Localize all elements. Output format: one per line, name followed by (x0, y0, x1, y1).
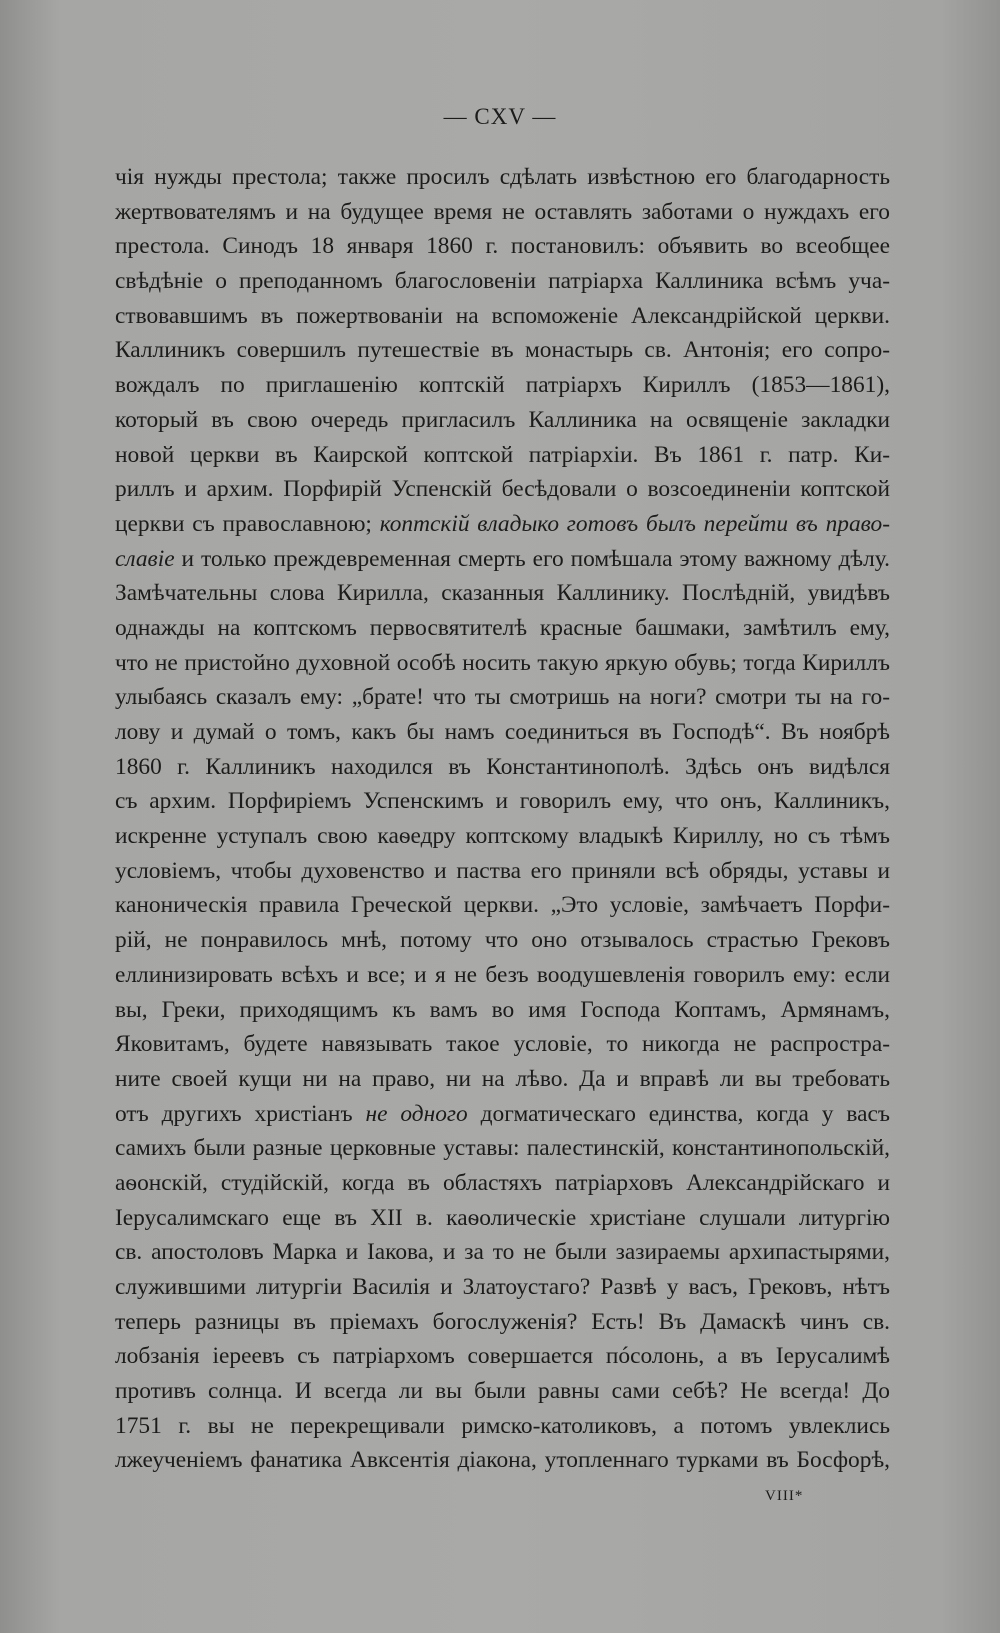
text-segment: теперь разницы въ пріемахъ богослуженія? Есть! Въ Дамаскѣ чинъ св. (115, 1308, 890, 1335)
text-line (115, 299, 890, 334)
text-segment: Замѣчательны слова Кирилла, сказанныя Каллинику. Послѣдній, увидѣвъ (115, 580, 890, 607)
text-segment: Каллиникъ совершилъ путешествіе въ монастырь св. Антонія; его сопро- (115, 337, 890, 364)
text-line (115, 1235, 890, 1270)
text-line (115, 195, 890, 230)
text-line (115, 507, 890, 542)
text-line (115, 958, 890, 993)
text-segment: Іерусалимскаго еще въ XII в. каѳолическіе христіане слушали литургію (115, 1204, 890, 1231)
text-segment: однажды на коптскомъ первосвятителѣ красные башмаки, замѣтилъ ему, (115, 614, 890, 641)
text-segment: вы, Греки, приходящимъ къ вамъ во имя Господа Коптамъ, Армянамъ, (115, 996, 890, 1023)
text-line (115, 784, 890, 819)
text-segment: 1860 г. Каллиникъ находился въ Константинополѣ. Здѣсь онъ видѣлся (115, 753, 890, 780)
text-line (115, 1131, 890, 1166)
text-line (115, 333, 890, 368)
text-segment: св. апостоловъ Марка и Іакова, и за то не были зазираемы архипастырями, (115, 1239, 890, 1266)
text-line (115, 1097, 890, 1132)
text-segment: чія нужды престола; также просилъ сдѣлать извѣстною его благодарность (115, 164, 890, 190)
text-segment: съ архим. Порфиріемъ Успенскимъ и говорилъ ему, что онъ, Каллиникъ, (115, 788, 890, 815)
text-line (115, 160, 890, 195)
text-segment: вождалъ по приглашенію коптскій патріархъ Кириллъ (1853—1861), (115, 372, 890, 399)
text-segment: свѣдѣніе о преподанномъ благословеніи патріарха Каллиника всѣмъ уча- (115, 268, 890, 295)
text-line (115, 1409, 890, 1444)
text-segment: лжеученіемъ фанатика Авксентія діакона, утопленнаго турками въ Босфорѣ, (115, 1447, 890, 1474)
italic-segment: славіе (115, 545, 175, 572)
text-line (115, 472, 890, 507)
text-line (115, 888, 890, 923)
body-text (115, 160, 890, 1478)
text-line (115, 229, 890, 264)
text-segment: жертвователямъ и на будущее время не оставлять заботами о нуждахъ его (115, 198, 890, 225)
text-segment: престола. Синодъ 18 января 1860 г. постановилъ: объявить во всеобщее (115, 233, 890, 260)
text-line (115, 1339, 890, 1374)
text-segment: условіемъ, чтобы духовенство и паства его приняли всѣ обряды, уставы и (115, 857, 890, 884)
text-line (115, 368, 890, 403)
text-line (115, 715, 890, 750)
text-line (115, 993, 890, 1028)
text-segment: противъ солнца. И всегда ли вы были равны сами себѣ? Не всегда! До (115, 1378, 890, 1405)
text-line (115, 1201, 890, 1236)
text-segment: 1751 г. вы не перекрещивали римско-католиковъ, а потомъ увлеклись (115, 1412, 890, 1439)
text-line (115, 819, 890, 854)
text-segment: аѳонскій, студійскій, когда въ областяхъ патріарховъ Александрійскаго и (115, 1169, 890, 1196)
text-segment: рій, не понравилось мнѣ, потому что оно отзывалось страстью Грековъ (115, 927, 890, 954)
text-segment: лову и думай о томъ, какъ бы намъ соединиться въ Господѣ“. Въ ноябрѣ (115, 719, 890, 745)
text-segment: искренне уступалъ свою каѳедру коптскому владыкѣ Кириллу, но съ тѣмъ (115, 823, 890, 850)
text-line (115, 576, 890, 611)
text-segment: ните своей кущи ни на право, ни на лѣво. Да и вправѣ ли вы требовать (115, 1065, 890, 1092)
text-segment: новой церкви въ Каирской коптской патріархіи. Въ 1861 г. патр. Ки- (115, 441, 890, 468)
text-line (115, 1027, 890, 1062)
text-line (115, 1443, 890, 1478)
text-segment: улыбаясь сказалъ ему: „брате! что ты смотришь на ноги? смотри ты на го- (115, 684, 890, 711)
text-line (115, 264, 890, 299)
text-segment: что не пристойно духовной особѣ носить такую яркую обувь; тогда Кириллъ (115, 649, 890, 676)
text-segment: каноническія правила Греческой церкви. „Это условіе, замѣчаетъ Порфи- (115, 892, 890, 919)
italic-segment: не одного (365, 1100, 468, 1127)
text-line (115, 403, 890, 438)
text-segment: который въ свою очередь пригласилъ Каллиника на освященіе закладки (115, 406, 890, 433)
text-line (115, 1166, 890, 1201)
text-line (115, 923, 890, 958)
text-line (115, 646, 890, 681)
text-line (115, 1305, 890, 1340)
text-line (115, 542, 890, 577)
text-line (115, 1270, 890, 1305)
page-number-header: — CXV — (443, 104, 557, 129)
text-segment: самихъ были разные церковные уставы: палестинскій, константинопольскій, (115, 1135, 890, 1162)
signature-mark: VIII* (765, 1488, 804, 1504)
text-segment: догматическаго единства, когда у васъ (467, 1100, 891, 1127)
text-line (115, 1374, 890, 1409)
italic-segment: коптскій владыко готовъ былъ перейти въ право- (379, 510, 890, 537)
text-segment: отъ другихъ христіанъ (115, 1100, 366, 1127)
text-segment: риллъ и архим. Порфирій Успенскій бесѣдовали о возсоединеніи коптской (115, 476, 890, 503)
text-line (115, 611, 890, 646)
text-line (115, 680, 890, 715)
text-segment: служившими литургіи Василія и Златоустаго? Развѣ у васъ, Грековъ, нѣтъ (115, 1274, 890, 1300)
text-segment: церкви съ православною; (115, 510, 380, 537)
text-segment: ствовавшимъ въ пожертвованіи на вспоможеніе Александрійской церкви. (115, 302, 890, 329)
text-line (115, 438, 890, 473)
text-segment: лобзанія іереевъ съ патріархомъ совершается пóсолонь, а въ Іерусалимѣ (115, 1343, 890, 1370)
text-segment: еллинизировать всѣхъ и все; и я не безъ воодушевленія говорилъ ему: если (115, 961, 890, 988)
text-line (115, 854, 890, 889)
text-segment: и только преждевременная смерть его помѣшала этому важному дѣлу. (174, 545, 890, 572)
text-segment: Яковитамъ, будете навязывать такое условіе, то никогда не распростра- (115, 1031, 890, 1058)
text-line (115, 1062, 890, 1097)
text-line (115, 750, 890, 785)
